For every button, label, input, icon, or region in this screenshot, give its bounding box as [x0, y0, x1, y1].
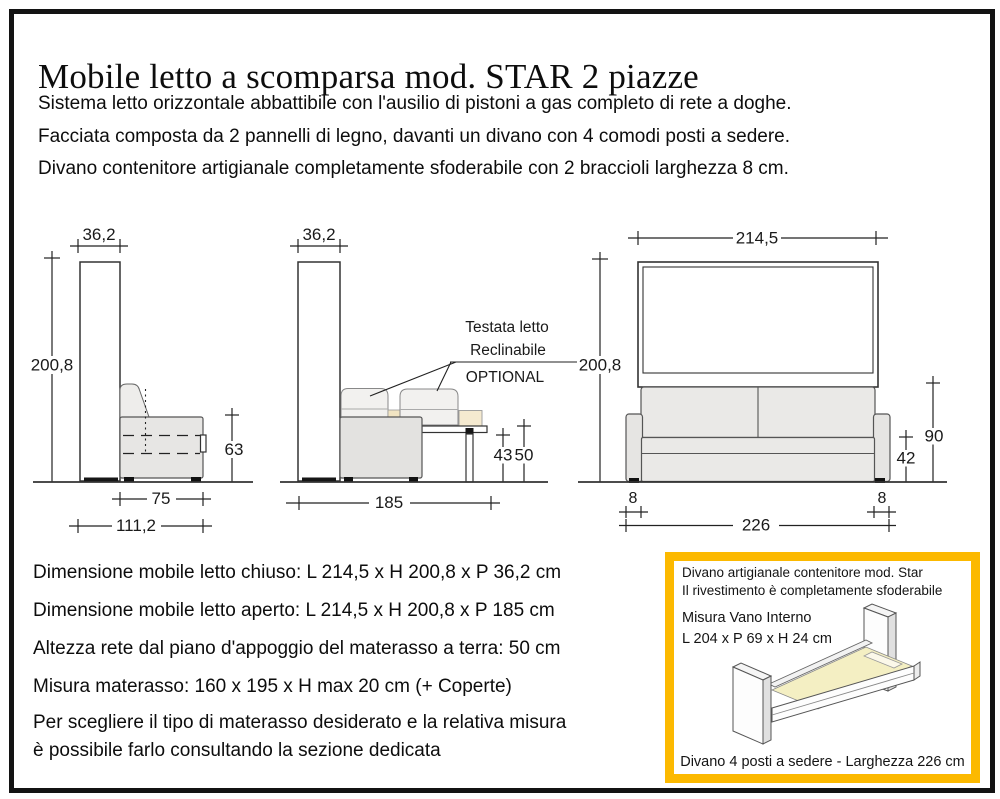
closed-seat-height-dim: 63: [224, 440, 244, 459]
bed-platform: [422, 426, 487, 433]
info-box-line-2: Il rivestimento è completamente sfoderabile: [682, 583, 943, 598]
description-line-1: Sistema letto orizzontale abbattibile con l'ausilio di pistoni a gas completo di rete a doghe.: [38, 93, 792, 114]
front-armrest-right: [874, 414, 891, 482]
front-armrest-left-dim: 8: [628, 490, 638, 507]
open-clearance-dim: 43: [493, 445, 513, 465]
open-top-width-dim: 36,2: [302, 225, 336, 244]
open-view: [280, 225, 580, 512]
bed-leg: [466, 434, 473, 482]
spec-line-open: Dimensione mobile letto aperto: L 214,5 x H 200,8 x P 185 cm: [33, 600, 555, 621]
open-bed-height-dim: 50: [514, 445, 534, 465]
closed-height-dim: 200,8: [30, 355, 74, 375]
description-line-3: Divano contenitore artigianale completamente sfoderabile con 2 braccioli larghezza 8 cm.: [38, 158, 789, 180]
spec-line-net-height: Altezza rete dal piano d'appoggio del materasso a terra: 50 cm: [33, 638, 561, 659]
spec-line-closed: Dimensione mobile letto chiuso: L 214,5 x H 200,8 x P 36,2 cm: [33, 562, 562, 583]
closed-sofa-depth-dim: 75: [151, 489, 171, 508]
front-sofa-seat: [642, 438, 875, 482]
page-title: Mobile letto a scomparsa mod. STAR 2 piazze: [38, 57, 699, 97]
info-box-line-1: Divano artigianale contenitore mod. Star: [682, 565, 923, 580]
front-panel-outer: [638, 262, 878, 387]
info-box-line-3: Misura Vano Interno: [682, 610, 812, 626]
description-block: [38, 88, 792, 186]
front-total-width-dim: 226: [741, 515, 771, 535]
front-armrest-left: [626, 414, 643, 482]
headboard-cushion-left: [341, 389, 388, 421]
open-panel: [298, 262, 340, 481]
container-end-cap: [914, 662, 920, 680]
sofa-info-box: [665, 552, 980, 783]
headboard-note-line2: Reclinabile: [470, 342, 546, 359]
left-end-board: [733, 663, 771, 744]
optional-label: OPTIONAL: [465, 369, 545, 386]
storage-container: [769, 640, 920, 722]
closed-sofa-latch: [201, 435, 207, 452]
bed-leg-cap: [466, 428, 474, 434]
spec-line-mattress: Misura materasso: 160 x 195 x H max 20 cm (+ Coperte): [33, 676, 512, 697]
info-box-line-4: L 204 x P 69 x H 24 cm: [682, 631, 832, 647]
front-back-height-dim: 90: [924, 426, 944, 446]
closed-panel: [80, 262, 120, 481]
open-sofa-body: [340, 417, 422, 478]
closed-sofa-armrest: [120, 417, 203, 478]
front-view: [577, 229, 947, 535]
open-total-depth-dim: 185: [374, 493, 404, 512]
closed-top-width-dim: 36,2: [82, 225, 116, 244]
headboard-note-line1: Testata letto: [465, 319, 549, 336]
front-seat-height-dim: 42: [896, 448, 916, 468]
info-box-footer: Divano 4 posti a sedere - Larghezza 226 cm: [680, 754, 965, 770]
front-height-dim: 200,8: [578, 355, 622, 375]
description-line-2: Facciata composta da 2 pannelli di legno, davanti un divano con 4 comodi posti a sedere.: [38, 125, 791, 147]
spec-note-line-1: Per scegliere il tipo di materasso desiderato e la relativa misura: [33, 712, 567, 733]
mattress-cushion: [459, 411, 482, 428]
front-armrest-right-dim: 8: [877, 490, 887, 507]
closed-view: [29, 225, 253, 535]
spec-note-line-2: è possibile farlo consultando la sezione dedicata: [33, 740, 441, 761]
storage-sofa-isometric: [674, 561, 971, 774]
closed-total-depth-dim: 111,2: [115, 516, 157, 535]
technical-drawings: [0, 200, 1000, 545]
front-width-dim: 214,5: [735, 228, 779, 248]
